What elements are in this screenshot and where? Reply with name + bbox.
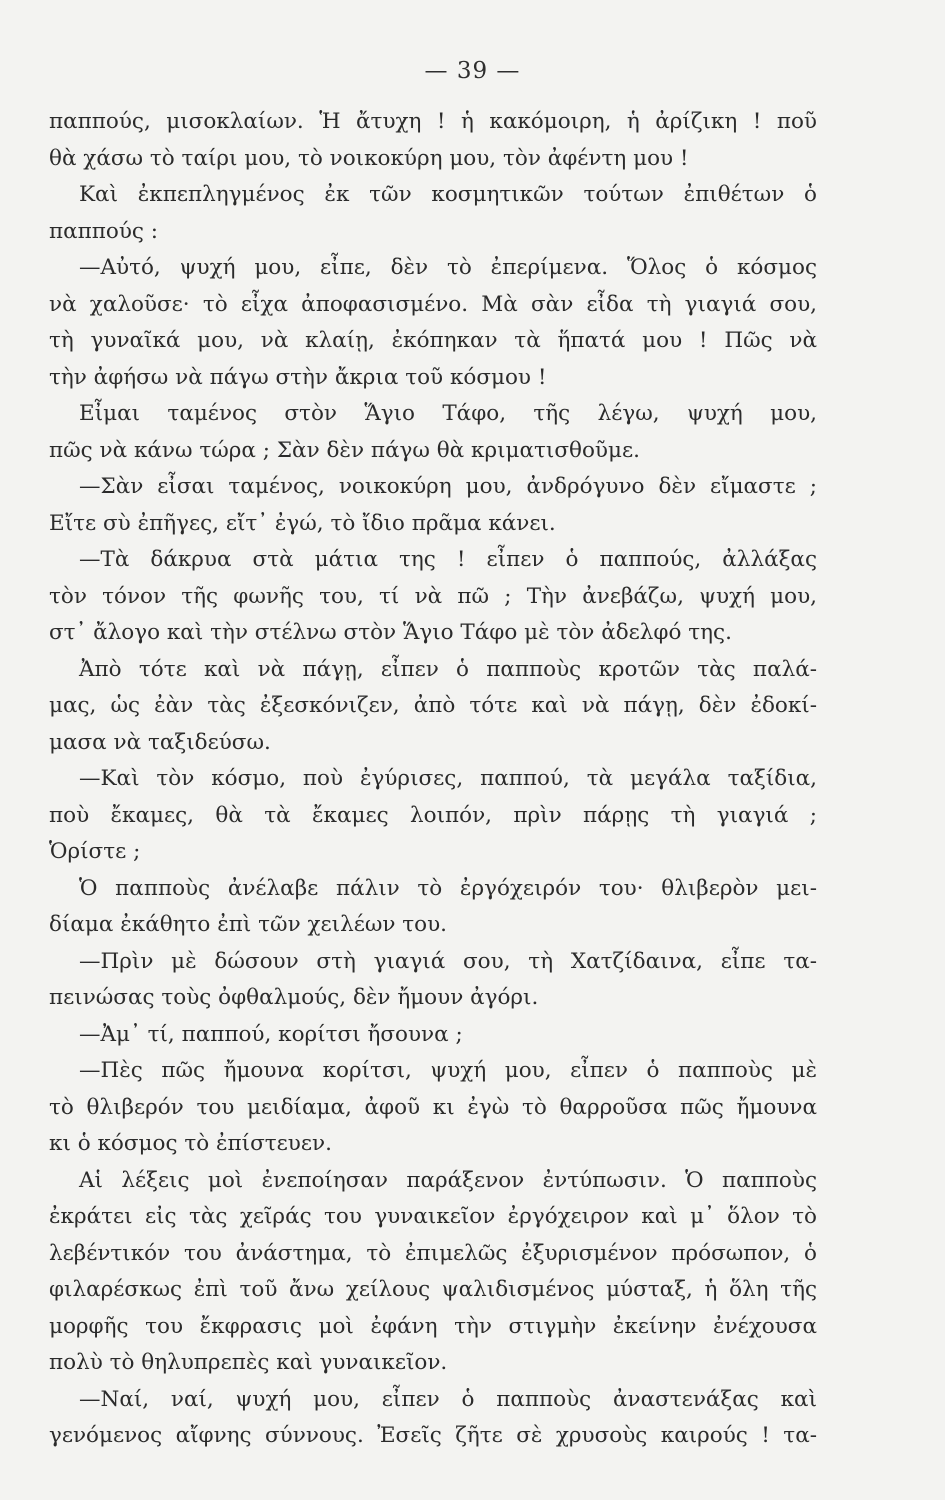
text-line: πεινώσας τοὺς ὀφθαλμούς, δὲν ἤμουν ἀγόρι. xyxy=(49,985,539,1010)
text-line: μασα νὰ ταξιδεύσω. xyxy=(49,729,271,755)
text-line: Ἀπὸ τότε καὶ νὰ πάγῃ, εἶπεν ὁ παπποὺς κροτῶν τὰς παλά- xyxy=(79,656,817,682)
text-line: Ὁρίστε ; xyxy=(49,839,141,864)
text-line: νὰ χαλοῦσε· τὸ εἶχα ἀποφασισμένο. Μὰ σὰν εἶδα τὴ γιαγιά σου, xyxy=(49,291,817,317)
text-line: —Πρὶν μὲ δώσουν στὴ γιαγιά σου, τὴ Χατζίδαινα, εἶπε τα- xyxy=(79,948,817,974)
text-line: Καὶ ἐκπεπληγμένος ἐκ τῶν κοσμητικῶν τούτων ἐπιθέτων ὁ xyxy=(79,182,817,207)
text-line: γενόμενος αἴφνης σύννους. Ἐσεῖς ζῆτε σὲ χρυσοὺς καιρούς ! τα- xyxy=(49,1423,817,1448)
text-line: φιλαρέσκως ἐπὶ τοῦ ἄνω χείλους ψαλιδισμένος μύσταξ, ἡ ὅλη τῆς xyxy=(49,1277,817,1302)
text-line: παππούς, μισοκλαίων. Ἡ ἄτυχη ! ἡ κακόμοιρη, ἡ ἀρίζικη ! ποῦ xyxy=(49,109,817,134)
text-line: κι ὁ κόσμος τὸ ἐπίστευεν. xyxy=(49,1131,332,1156)
text-line: Εἶμαι ταμένος στὸν Ἅγιο Τάφο, τῆς λέγω, ψυχή μου, xyxy=(79,401,817,426)
text-line: μορφῆς του ἔκφρασις μοὶ ἐφάνη τὴν στιγμὴν ἐκείνην ἐνέχουσα xyxy=(49,1313,817,1339)
text-line: λεβέντικόν του ἀνάστημα, τὸ ἐπιμελῶς ἐξυρισμένον πρόσωπον, ὁ xyxy=(49,1240,817,1266)
text-line: —Ναί, ναί, ψυχή μου, εἶπεν ὁ παπποὺς ἀναστενάξας καὶ xyxy=(79,1386,817,1412)
text-line: μας, ὡς ἐὰν τὰς ἐξεσκόνιζεν, ἀπὸ τότε καὶ νὰ πάγῃ, δὲν ἐδοκί- xyxy=(49,693,817,718)
text-line: ἐκράτει εἰς τὰς χεῖράς του γυναικεῖον ἐργόχειρον καὶ μ᾽ ὅλον τὸ xyxy=(49,1204,817,1229)
text-line: τὴ γυναῖκά μου, νὰ κλαίῃ, ἐκόπηκαν τὰ ἥπατά μου ! Πῶς νὰ xyxy=(49,328,817,353)
text-line: —Πὲς πῶς ἤμουνα κορίτσι, ψυχή μου, εἶπεν ὁ παπποὺς μὲ xyxy=(79,1058,817,1083)
text-line: πῶς νὰ κάνω τώρα ; Σὰν δὲν πάγω θὰ κριματισθοῦμε. xyxy=(49,437,640,463)
text-line: Ὁ παπποὺς ἀνέλαβε πάλιν τὸ ἐργόχειρόν του· θλιβερὸν μει- xyxy=(79,875,817,901)
text-line: παππούς : xyxy=(49,218,159,244)
text-line: —Τὰ δάκρυα στὰ μάτια της ! εἶπεν ὁ παππούς, ἀλλάξας xyxy=(79,547,817,572)
text-line: —Αὐτό, ψυχή μου, εἶπε, δὲν τὸ ἐπερίμενα. Ὅλος ὁ κόσμος xyxy=(79,255,817,280)
text-line: —Ἀμ᾽ τί, παππού, κορίτσι ἤσουνα ; xyxy=(79,1021,463,1047)
text-line: Εἴτε σὺ ἐπῆγες, εἴτ᾽ ἐγώ, τὸ ἴδιο πρᾶμα κάνει. xyxy=(49,510,556,536)
body-text xyxy=(49,104,817,1455)
text-line: —Σὰν εἶσαι ταμένος, νοικοκύρη μου, ἀνδρόγυνο δὲν εἴμαστε ; xyxy=(79,474,817,499)
text-line: τὴν ἀφήσω νὰ πάγω στὴν ἄκρια τοῦ κόσμου ! xyxy=(49,364,547,390)
text-line: πολὺ τὸ θηλυπρεπὲς καὶ γυναικεῖον. xyxy=(49,1350,448,1375)
text-line: Αἱ λέξεις μοὶ ἐνεποίησαν παράξενον ἐντύπωσιν. Ὁ παπποὺς xyxy=(79,1167,817,1193)
text-line: τὸ θλιβερόν του μειδίαμα, ἀφοῦ κι ἐγὼ τὸ θαρροῦσα πῶς ἤμουνα xyxy=(49,1094,817,1120)
page-number: — 39 — xyxy=(424,58,521,84)
text-line: θὰ χάσω τὸ ταίρι μου, τὸ νοικοκύρη μου, τὸν ἀφέντη μου ! xyxy=(49,145,689,171)
text-line: —Καὶ τὸν κόσμο, ποὺ ἐγύρισες, παππού, τὰ μεγάλα ταξίδια, xyxy=(79,766,817,791)
text-line: δίαμα ἐκάθητο ἐπὶ τῶν χειλέων του. xyxy=(49,912,448,937)
text-line: στ᾽ ἄλογο καὶ τὴν στέλνω στὸν Ἅγιο Τάφο μὲ τὸν ἀδελφό της. xyxy=(49,620,732,645)
text-line: τὸν τόνον τῆς φωνῆς του, τί νὰ πῶ ; Τὴν ἀνεβάζω, ψυχή μου, xyxy=(49,583,817,609)
text-line: ποὺ ἔκαμες, θὰ τὰ ἔκαμες λοιπόν, πρὶν πάρῃς τὴ γιαγιά ; xyxy=(49,802,817,828)
